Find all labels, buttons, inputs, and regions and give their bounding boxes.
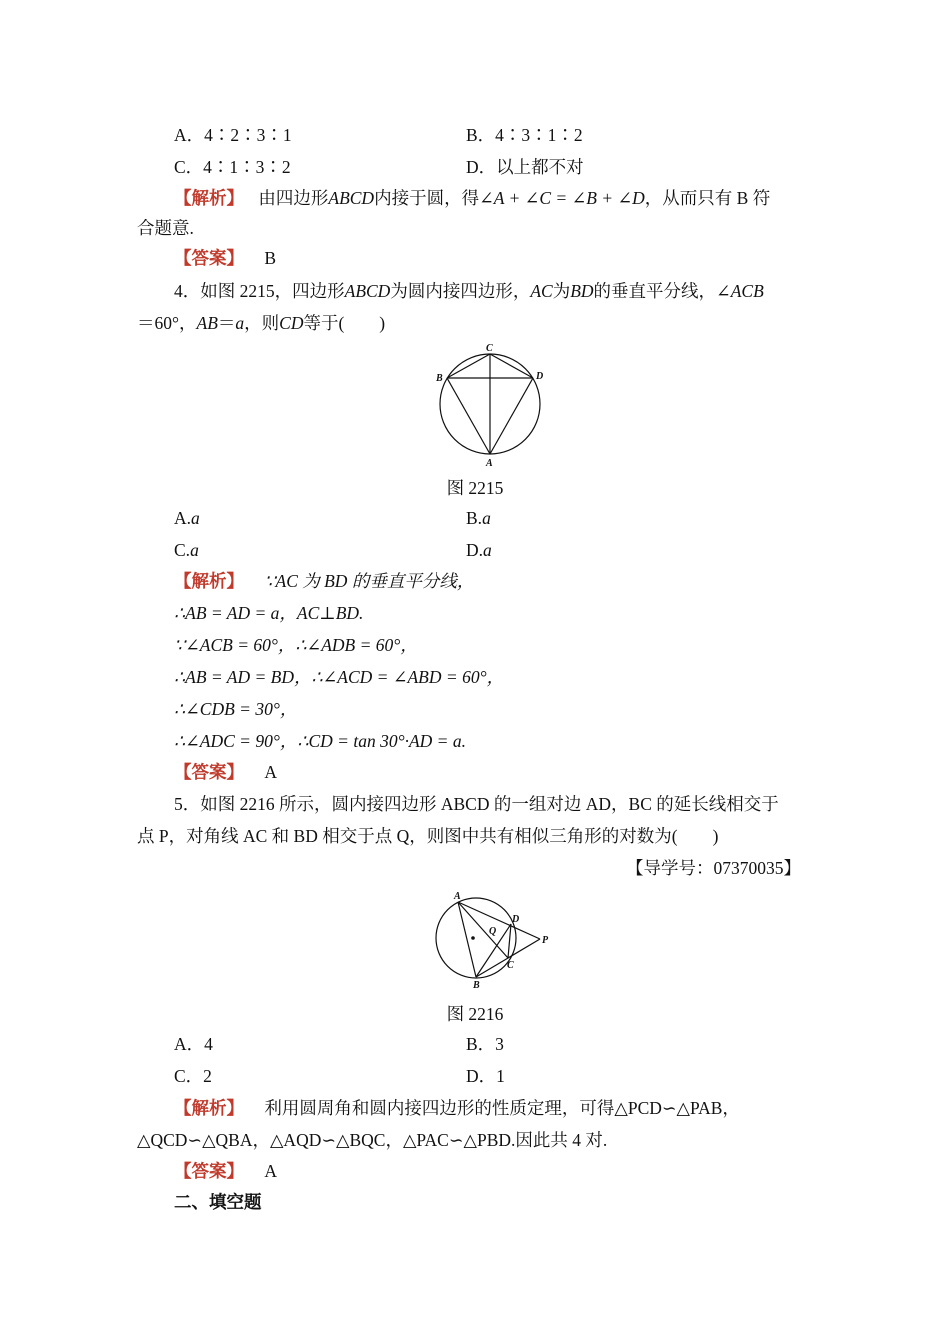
q4-step-6: ∴∠ADC = 90°，∴CD = tan 30°·AD = a.: [174, 731, 466, 751]
figure-2215: [428, 338, 552, 470]
section-heading: 二、填空题: [174, 1193, 262, 1213]
q4-stem-line2: ＝60°，AB＝a，则CD等于( ): [137, 313, 386, 333]
q5-option-b: B．3: [466, 1034, 504, 1054]
q4-step-4: ∴AB = AD = BD，∴∠ACD = ∠ABD = 60°，: [174, 667, 505, 687]
answer-tag: 【答案】: [174, 248, 244, 268]
label-d: D: [536, 371, 544, 382]
q5-analysis: 【解析】 利用圆周角和圆内接四边形的性质定理，可得△PCD∽△PAB，: [174, 1098, 740, 1118]
q5-option-a: A．4: [174, 1034, 213, 1054]
q5-answer: 【答案】 A: [174, 1161, 278, 1181]
q4-step-3: ∵∠ACB = 60°，∴∠ADB = 60°，: [174, 635, 418, 655]
q3-analysis-cont: 合题意.: [137, 218, 194, 238]
q4-answer: 【答案】 A: [174, 762, 278, 782]
q3-option-a: A．4∶2∶3∶1: [174, 125, 292, 145]
analysis-tag: 【解析】: [174, 188, 244, 208]
figure-2216-caption: 图 2216: [446, 1004, 504, 1024]
center-dot: [471, 936, 475, 940]
label-b: B: [473, 980, 480, 991]
segment-ap: [458, 902, 540, 939]
segment-ab: [447, 378, 490, 454]
q5-option-c: C．2: [174, 1066, 212, 1086]
label-d: D: [512, 914, 520, 925]
q3-option-c: C．4∶1∶3∶2: [174, 157, 291, 177]
q4-option-c: C.a: [174, 540, 199, 560]
segment-dc: [508, 924, 511, 958]
segment-bc: [447, 354, 490, 378]
label-p: P: [542, 935, 549, 946]
q4-step-5: ∴∠CDB = 30°，: [174, 699, 298, 719]
label-c: C: [486, 343, 493, 354]
q4-step-2: ∴AB = AD = a，AC⊥BD.: [174, 603, 364, 623]
label-a: A: [486, 458, 493, 469]
q4-option-a: A.a: [174, 508, 200, 528]
analysis-tag: 【解析】: [174, 571, 244, 591]
segment-ac: [458, 902, 508, 958]
q4-analysis: 【解析】 ∵AC 为 BD 的垂直平分线，: [174, 571, 475, 591]
q3-option-b: B．4∶3∶1∶2: [466, 125, 583, 145]
segment-ad: [490, 378, 533, 454]
q3-answer: 【答案】 B: [174, 248, 277, 268]
q5-stem-line1: 5．如图 2216 所示，圆内接四边形 ABCD 的一组对边 AD，BC 的延长线相交于: [174, 794, 779, 814]
q4-stem-line1: 4．如图 2215，四边形ABCD为圆内接四边形，AC为BD的垂直平分线，∠ACB: [174, 281, 764, 301]
label-b: B: [436, 373, 443, 384]
q3-analysis: 【解析】 由四边形ABCD内接于圆，得∠A + ∠C = ∠B + ∠D，从而只有 B 符: [174, 188, 771, 208]
q5-guide-number: 【导学号：07370035】: [626, 858, 801, 878]
q3-option-d: D．以上都不对: [466, 157, 584, 177]
label-a: A: [454, 891, 461, 902]
answer-tag: 【答案】: [174, 762, 244, 782]
answer-tag: 【答案】: [174, 1161, 244, 1181]
figure-2215-caption: 图 2215: [446, 478, 504, 498]
figure-2216: [428, 888, 558, 992]
label-q: Q: [489, 926, 497, 937]
segment-cd: [490, 354, 533, 378]
q4-option-d: D.a: [466, 540, 492, 560]
q5-option-d: D．1: [466, 1066, 505, 1086]
label-c: C: [507, 960, 514, 971]
analysis-tag: 【解析】: [174, 1098, 244, 1118]
q5-stem-line2: 点 P，对角线 AC 和 BD 相交于点 Q，则图中共有相似三角形的对数为( ): [137, 826, 719, 846]
q4-option-b: B.a: [466, 508, 491, 528]
q5-analysis-cont: △QCD∽△QBA，△AQD∽△BQC，△PAC∽△PBD.因此共 4 对.: [137, 1130, 608, 1150]
